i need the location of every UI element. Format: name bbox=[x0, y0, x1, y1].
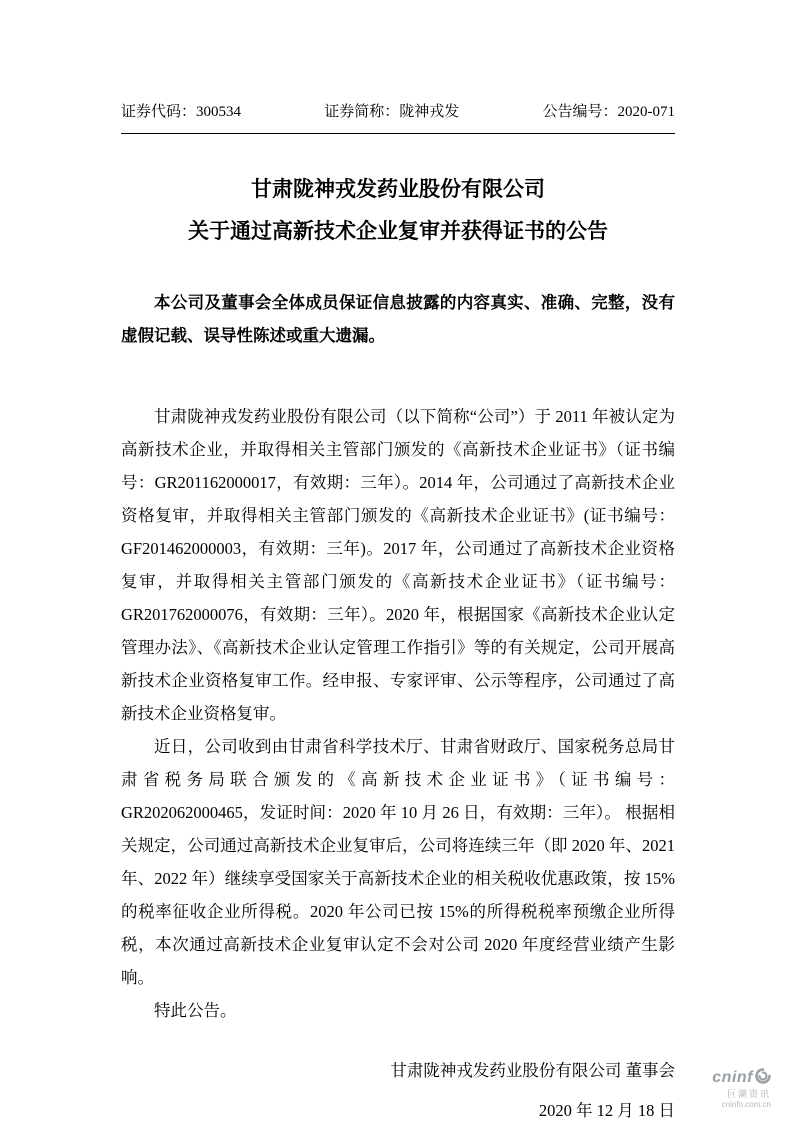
document-body bbox=[121, 400, 675, 1027]
body-paragraph-2: 近日，公司收到由甘肃省科学技术厅、甘肃省财政厅、国家税务总局甘肃省税务局联合颁发的《高新技术企业证书》（证书编号：GR202062000465，发证时间：2020 年 10 月 26 日，有效期：三年）。 根据相关规定，公司通过高新技术企业复审后，公司将连续三年（即 2020 年、2021 年、2022 年）继续享受国家关于高新技术企业的相关税收优惠政策，按 15%的税率征收企业所得税。2020 年公司已按 15%的所得税税率预缴企业所得税，本次通过高新技术企业复审认定不会对公司 2020 年度经营业绩产生影响。 bbox=[121, 737, 675, 987]
cninfo-watermark bbox=[712, 1068, 771, 1110]
cninfo-domain: cninfo.com.cn bbox=[721, 1100, 771, 1110]
cninfo-brand-text: cninf bbox=[712, 1069, 753, 1087]
title-line-2: 关于通过高新技术企业复审并获得证书的公告 bbox=[188, 219, 608, 243]
cninfo-logo bbox=[712, 1068, 771, 1089]
disclaimer-statement: 本公司及董事会全体成员保证信息披露的内容真实、准确、完整，没有虚假记载、误导性陈述或重大遗漏。 bbox=[121, 293, 675, 345]
title-line-1: 甘肃陇神戎发药业股份有限公司 bbox=[251, 177, 545, 201]
body-paragraph-1: 甘肃陇神戎发药业股份有限公司（以下简称“公司”）于 2011 年被认定为高新技术企业，并取得相关主管部门颁发的《高新技术企业证书》（证书编号：GR201162000017，有效期：三年）。2014 年，公司通过了高新技术企业资格复审，并取得相关主管部门颁发的《高新技术企业证书》(证书编号：GF201462000003，有效期：三年)。2017 年，公司通过了高新技术企业资格复审，并取得相关主管部门颁发的《高新技术企业证书》（证书编号：GR201762000076，有效期：三年）。2020 年，根据国家《高新技术企业认定管理办法》、《高新技术企业认定管理工作指引》等的有关规定，公司开展高新技术企业资格复审工作。经申报、专家评审、公示等程序，公司通过了高新技术企业资格复审。 bbox=[121, 407, 675, 723]
document-title bbox=[121, 168, 675, 252]
closing-statement: 特此公告。 bbox=[154, 1001, 237, 1020]
signature-date: 2020 年 12 月 18 日 bbox=[538, 1101, 675, 1120]
signature-block bbox=[121, 1051, 675, 1122]
document-header bbox=[121, 100, 675, 134]
cninfo-chinese-name: 巨潮资讯 bbox=[726, 1089, 771, 1100]
cninfo-swirl-icon bbox=[755, 1068, 771, 1089]
stock-code: 证券代码：300534 bbox=[121, 104, 242, 120]
stock-name: 证券简称：陇神戎发 bbox=[324, 104, 460, 120]
signature-company: 甘肃陇神戎发药业股份有限公司 董事会 bbox=[390, 1061, 675, 1080]
announcement-number: 公告编号：2020-071 bbox=[542, 104, 675, 120]
